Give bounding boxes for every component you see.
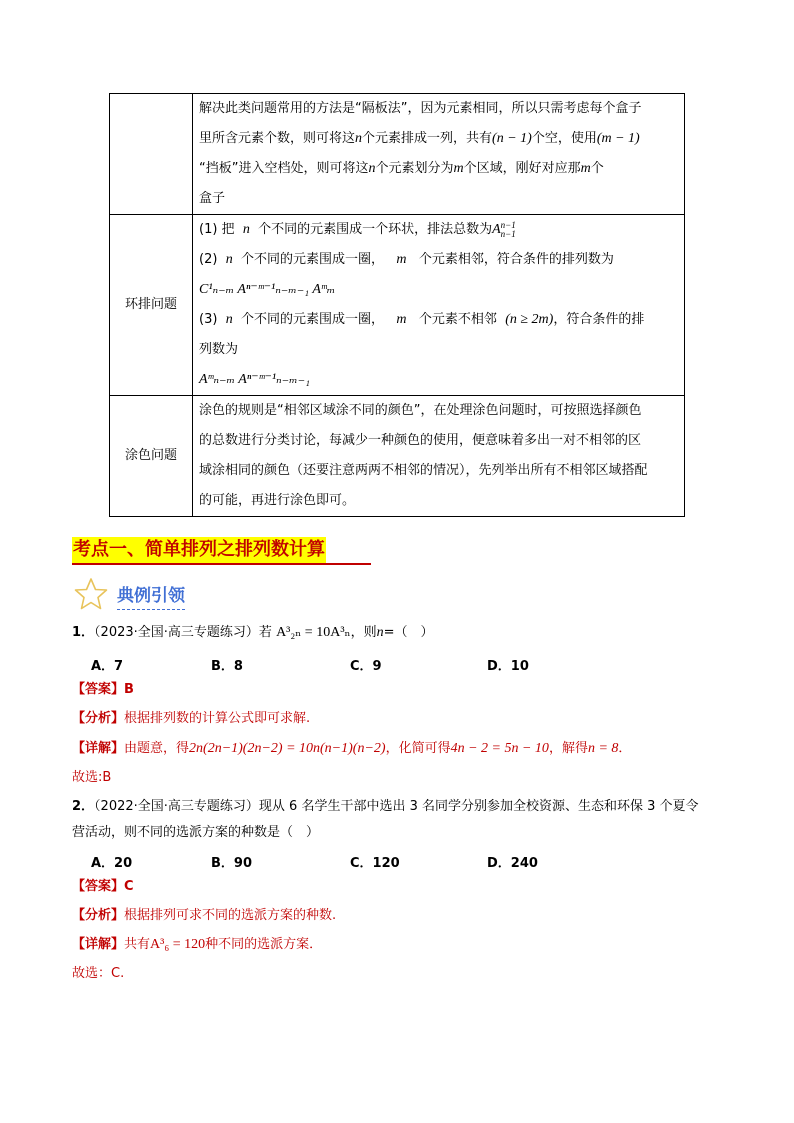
table-label: 环排问题 [110, 215, 193, 396]
section-title: 考点一、简单排列之排列数计算 [72, 537, 326, 563]
cell-text: (1) 把 n 个不同的元素围成一个环状，排法总数为A n−1 n−1 [199, 219, 516, 239]
cell-text: 的总数进行分类讨论，每减少一种颜色的使用，便意味着多出一对不相邻的区 [199, 433, 642, 448]
formula: Aᵐₙ₋ₘ Aⁿ⁻ᵐ⁻¹ₙ₋ₘ₋₁ [199, 372, 310, 387]
analysis-line: 【分析】根据排列数的计算公式即可求解. [72, 711, 311, 726]
option-c: C．120 [350, 856, 400, 871]
option-b: B．8 [211, 659, 243, 674]
table-row [110, 396, 685, 517]
table-label-empty [110, 94, 193, 215]
cell-text: 列数为 [199, 342, 239, 357]
star-icon [74, 577, 108, 611]
example-heading: 典例引领 [117, 581, 185, 610]
cell-text: 域涂相同的颜色（还要注意两两不相邻的情况），先列举出所有不相邻区域搭配 [199, 463, 648, 478]
table-row [110, 215, 685, 396]
table-row [110, 94, 685, 215]
conclusion-line: 故选：C. [72, 966, 125, 981]
option-a: A．7 [91, 659, 124, 674]
detail-line: 【详解】共有A³₆ = 120种不同的选派方案． [72, 937, 323, 952]
table-cell-circular [193, 215, 685, 396]
cell-text: (3) n 个不同的元素围成一圈， m 个元素不相邻 (n ≥ 2m)，符合条件的排 [199, 312, 645, 327]
cell-text: 盒子 [199, 191, 226, 206]
table-cell-partition [193, 94, 685, 215]
answer-line: 【答案】C [72, 879, 134, 894]
table-label: 涂色问题 [110, 396, 193, 517]
detail-line: 【详解】由题意，得2n(2n−1)(2n−2) = 10n(n−1)(n−2)，化简可得4n − 2 = 5n − 10，解得n = 8． [72, 741, 632, 756]
cell-text: 涂色的规则是“相邻区域涂不同的颜色”，在处理涂色问题时，可按照选择颜色 [199, 403, 642, 418]
option-a: A．20 [91, 856, 133, 871]
option-d: D．240 [487, 856, 538, 871]
table-cell-coloring [193, 396, 685, 517]
conclusion-line: 故选:B [72, 770, 112, 785]
answer-line: 【答案】B [72, 682, 134, 697]
question-2-stem: 2．（2022·全国·高三专题练习）现从 6 名学生干部中选出 3 名同学分别参加全校资源、生态和环保 3 个夏令 [72, 799, 699, 814]
analysis-line: 【分析】根据排列可求不同的选派方案的种数. [72, 908, 337, 923]
option-c: C．9 [350, 659, 382, 674]
title-underline [72, 563, 371, 565]
option-d: D．10 [487, 659, 529, 674]
methods-table [109, 93, 685, 517]
cell-text: 解决此类问题常用的方法是“隔板法”，因为元素相同，所以只需考虑每个盒子 [199, 101, 642, 116]
option-b: B．90 [211, 856, 252, 871]
question-1-stem: 1．（2023·全国·高三专题练习）若 A³₂ₙ = 10A³ₙ，则n=（ ） [72, 625, 434, 640]
cell-text: 里所含元素个数，则可将这n个元素排成一列，共有(n − 1)个空，使用(m − 1) [199, 131, 640, 146]
cell-text: “挡板”进入空档处，则可将这n个元素划分为m个区域，刚好对应那m个 [199, 161, 604, 176]
cell-text: (2) n 个不同的元素围成一圈， m 个元素相邻，符合条件的排列数为 [199, 252, 614, 267]
cell-text: 的可能，再进行涂色即可。 [199, 493, 356, 508]
question-2-stem-cont: 营活动，则不同的选派方案的种数是（ ） [72, 825, 320, 840]
formula: C¹ₙ₋ₘ Aⁿ⁻ᵐ⁻¹ₙ₋ₘ₋₁ Aᵐₘ [199, 282, 336, 297]
